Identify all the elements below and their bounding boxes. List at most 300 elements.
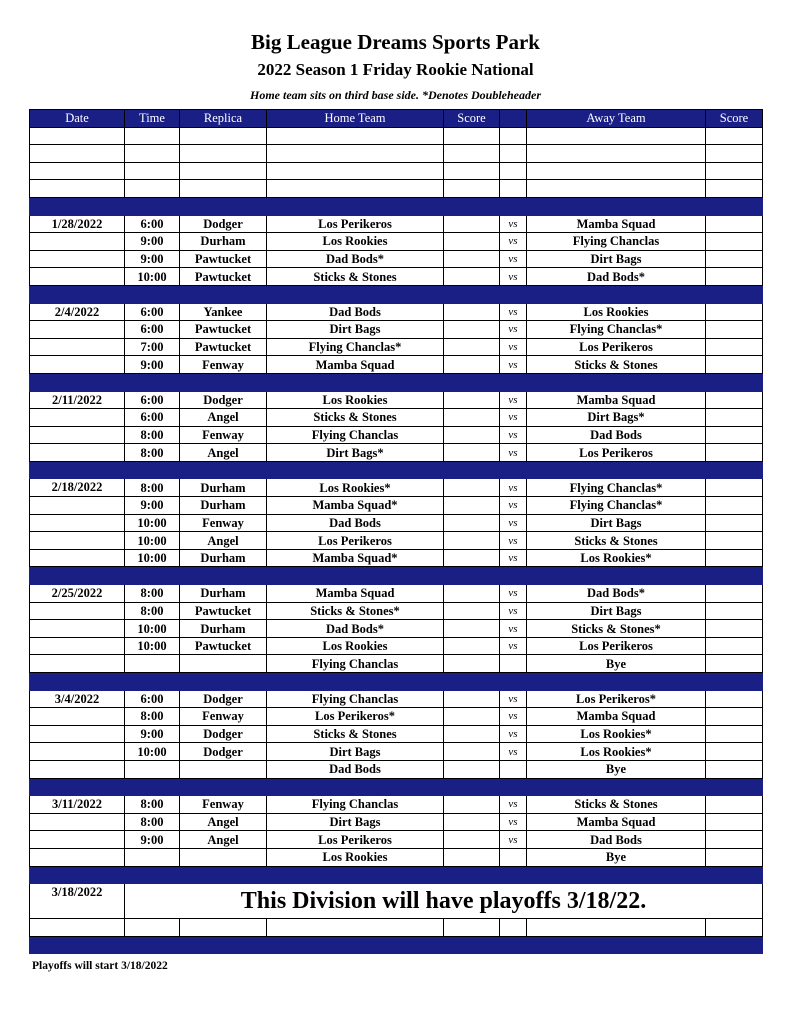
home-score-cell (444, 796, 500, 814)
table-row (30, 426, 763, 444)
empty-cell (527, 919, 706, 937)
home-score-cell (444, 532, 500, 550)
home-score-cell (444, 813, 500, 831)
away-score-cell (706, 620, 763, 638)
separator-row (30, 866, 763, 884)
date-cell (30, 356, 125, 374)
away-team-cell: Flying Chanclas* (527, 497, 706, 515)
away-score-cell (706, 655, 763, 673)
home-team-cell: Mamba Squad (267, 356, 444, 374)
header-note: Home team sits on third base side. *Denotes Doubleheader (250, 88, 541, 102)
time-cell: 8:00 (125, 708, 180, 726)
vs-cell: vs (500, 233, 527, 251)
vs-cell: vs (500, 831, 527, 849)
table-row (30, 479, 763, 497)
date-cell (30, 426, 125, 444)
empty-cell (500, 919, 527, 937)
empty-cell (500, 127, 527, 145)
vs-cell: vs (500, 637, 527, 655)
time-cell: 8:00 (125, 602, 180, 620)
time-cell: 7:00 (125, 338, 180, 356)
away-score-cell (706, 602, 763, 620)
empty-cell (267, 373, 444, 391)
table-row (30, 796, 763, 814)
date-cell: 2/18/2022 (30, 479, 125, 497)
empty-cell (706, 145, 763, 163)
empty-cell (125, 866, 180, 884)
away-team-cell: Dirt Bags (527, 602, 706, 620)
home-score-cell (444, 338, 500, 356)
date-cell (30, 620, 125, 638)
vs-cell (500, 655, 527, 673)
empty-cell (444, 373, 500, 391)
empty-cell (30, 461, 125, 479)
empty-cell (706, 673, 763, 691)
away-score-cell (706, 796, 763, 814)
away-score-cell (706, 585, 763, 603)
empty-cell (527, 180, 706, 198)
replica-cell: Angel (180, 532, 267, 550)
date-cell (30, 637, 125, 655)
vs-cell: vs (500, 725, 527, 743)
home-score-cell (444, 620, 500, 638)
away-score-cell (706, 479, 763, 497)
table-row (30, 620, 763, 638)
empty-cell (180, 373, 267, 391)
away-score-cell (706, 549, 763, 567)
home-score-cell (444, 356, 500, 374)
empty-cell (527, 461, 706, 479)
empty-row (30, 127, 763, 145)
separator-row (30, 373, 763, 391)
empty-cell (706, 461, 763, 479)
replica-cell (180, 848, 267, 866)
time-cell: 10:00 (125, 620, 180, 638)
date-cell: 3/11/2022 (30, 796, 125, 814)
home-score-cell (444, 637, 500, 655)
replica-cell (180, 655, 267, 673)
date-cell: 1/28/2022 (30, 215, 125, 233)
replica-cell: Angel (180, 831, 267, 849)
table-row (30, 532, 763, 550)
time-cell (125, 655, 180, 673)
empty-cell (267, 197, 444, 215)
replica-cell: Pawtucket (180, 250, 267, 268)
home-team-cell: Los Perikeros* (267, 708, 444, 726)
home-team-cell: Dad Bods* (267, 250, 444, 268)
home-team-cell: Dirt Bags (267, 743, 444, 761)
empty-cell (527, 936, 706, 954)
time-cell: 8:00 (125, 479, 180, 497)
date-cell: 2/25/2022 (30, 585, 125, 603)
empty-cell (125, 936, 180, 954)
empty-cell (527, 145, 706, 163)
away-score-cell (706, 233, 763, 251)
replica-cell: Pawtucket (180, 637, 267, 655)
page-title: Big League Dreams Sports Park (251, 30, 540, 54)
away-team-cell: Dirt Bags (527, 250, 706, 268)
table-row (30, 708, 763, 726)
home-team-cell: Flying Chanclas* (267, 338, 444, 356)
date-cell (30, 268, 125, 286)
away-score-cell (706, 708, 763, 726)
away-score-cell (706, 338, 763, 356)
vs-cell: vs (500, 444, 527, 462)
empty-cell (500, 866, 527, 884)
replica-cell: Fenway (180, 426, 267, 444)
away-team-cell: Los Perikeros (527, 637, 706, 655)
away-team-cell: Dad Bods* (527, 585, 706, 603)
away-team-cell: Bye (527, 848, 706, 866)
date-cell: 3/4/2022 (30, 690, 125, 708)
vs-cell: vs (500, 514, 527, 532)
table-row (30, 444, 763, 462)
time-cell: 9:00 (125, 250, 180, 268)
empty-cell (267, 866, 444, 884)
away-score-cell (706, 532, 763, 550)
empty-cell (125, 778, 180, 796)
time-cell: 10:00 (125, 268, 180, 286)
home-team-cell: Flying Chanclas (267, 796, 444, 814)
away-team-cell: Los Perikeros (527, 338, 706, 356)
empty-cell (527, 197, 706, 215)
home-team-cell: Flying Chanclas (267, 690, 444, 708)
table-row (30, 268, 763, 286)
date-cell (30, 532, 125, 550)
empty-cell (180, 778, 267, 796)
empty-cell (444, 197, 500, 215)
empty-cell (444, 180, 500, 198)
vs-cell: vs (500, 391, 527, 409)
empty-cell (500, 936, 527, 954)
page-subtitle: 2022 Season 1 Friday Rookie National (257, 60, 534, 79)
empty-cell (500, 285, 527, 303)
empty-cell (267, 127, 444, 145)
away-team-cell: Los Perikeros (527, 444, 706, 462)
home-score-cell (444, 444, 500, 462)
empty-cell (267, 285, 444, 303)
home-team-cell: Mamba Squad (267, 585, 444, 603)
home-score-cell (444, 655, 500, 673)
away-score-cell (706, 725, 763, 743)
empty-cell (527, 127, 706, 145)
table-row (30, 391, 763, 409)
date-cell (30, 444, 125, 462)
empty-row (30, 145, 763, 163)
footer-note: Playoffs will start 3/18/2022 (32, 960, 168, 972)
time-cell: 10:00 (125, 514, 180, 532)
table-row (30, 356, 763, 374)
home-score-cell (444, 743, 500, 761)
empty-cell (180, 866, 267, 884)
time-cell: 10:00 (125, 532, 180, 550)
vs-cell: vs (500, 549, 527, 567)
vs-cell: vs (500, 708, 527, 726)
date-cell (30, 514, 125, 532)
home-team-cell: Dad Bods (267, 303, 444, 321)
date-cell (30, 549, 125, 567)
empty-cell (180, 145, 267, 163)
empty-cell (706, 919, 763, 937)
home-team-cell: Los Perikeros (267, 215, 444, 233)
vs-cell: vs (500, 690, 527, 708)
table-row (30, 321, 763, 339)
vs-cell: vs (500, 409, 527, 427)
time-cell: 9:00 (125, 831, 180, 849)
vs-cell: vs (500, 215, 527, 233)
empty-cell (30, 145, 125, 163)
replica-cell: Angel (180, 813, 267, 831)
away-score-cell (706, 514, 763, 532)
home-team-cell: Mamba Squad* (267, 549, 444, 567)
home-score-cell (444, 708, 500, 726)
home-score-cell (444, 250, 500, 268)
empty-cell (444, 127, 500, 145)
time-cell: 9:00 (125, 497, 180, 515)
empty-cell (267, 567, 444, 585)
vs-cell: vs (500, 620, 527, 638)
empty-cell (706, 162, 763, 180)
date-cell (30, 233, 125, 251)
home-score-cell (444, 479, 500, 497)
empty-cell (267, 162, 444, 180)
table-row (30, 585, 763, 603)
playoffs-row (30, 884, 763, 919)
time-cell: 10:00 (125, 743, 180, 761)
away-score-cell (706, 743, 763, 761)
empty-cell (180, 180, 267, 198)
empty-cell (527, 673, 706, 691)
replica-cell: Yankee (180, 303, 267, 321)
home-score-cell (444, 391, 500, 409)
home-team-cell: Los Perikeros (267, 831, 444, 849)
home-team-cell: Los Perikeros (267, 532, 444, 550)
home-team-cell: Sticks & Stones (267, 409, 444, 427)
home-score-cell (444, 409, 500, 427)
replica-cell: Durham (180, 620, 267, 638)
away-score-cell (706, 637, 763, 655)
table-row (30, 338, 763, 356)
col-away-team: Away Team (527, 110, 706, 128)
col-home-score: Score (444, 110, 500, 128)
date-cell (30, 409, 125, 427)
date-cell (30, 338, 125, 356)
empty-cell (444, 778, 500, 796)
home-team-cell: Los Rookies (267, 848, 444, 866)
playoffs-message: This Division will have playoffs 3/18/22. (125, 884, 763, 919)
separator-row (30, 567, 763, 585)
time-cell: 8:00 (125, 426, 180, 444)
home-score-cell (444, 426, 500, 444)
table-row (30, 233, 763, 251)
empty-cell (500, 778, 527, 796)
away-team-cell: Sticks & Stones* (527, 620, 706, 638)
replica-cell: Durham (180, 549, 267, 567)
col-vs (500, 110, 527, 128)
replica-cell: Dodger (180, 215, 267, 233)
date-cell (30, 743, 125, 761)
vs-cell: vs (500, 303, 527, 321)
replica-cell: Pawtucket (180, 338, 267, 356)
replica-cell: Durham (180, 585, 267, 603)
empty-cell (444, 919, 500, 937)
time-cell (125, 848, 180, 866)
date-cell (30, 250, 125, 268)
home-score-cell (444, 760, 500, 778)
empty-cell (527, 866, 706, 884)
empty-cell (267, 673, 444, 691)
empty-cell (500, 162, 527, 180)
away-team-cell: Los Rookies* (527, 725, 706, 743)
schedule-table (29, 109, 763, 954)
home-team-cell: Dirt Bags (267, 813, 444, 831)
replica-cell: Durham (180, 479, 267, 497)
away-team-cell: Mamba Squad (527, 813, 706, 831)
away-score-cell (706, 391, 763, 409)
home-score-cell (444, 321, 500, 339)
home-score-cell (444, 549, 500, 567)
home-team-cell: Sticks & Stones (267, 725, 444, 743)
empty-cell (30, 373, 125, 391)
header-row (30, 110, 763, 128)
home-score-cell (444, 690, 500, 708)
home-team-cell: Mamba Squad* (267, 497, 444, 515)
empty-cell (30, 778, 125, 796)
time-cell: 8:00 (125, 444, 180, 462)
empty-cell (527, 373, 706, 391)
table-row (30, 848, 763, 866)
empty-cell (706, 567, 763, 585)
replica-cell: Dodger (180, 743, 267, 761)
table-row (30, 725, 763, 743)
empty-cell (125, 180, 180, 198)
empty-cell (444, 936, 500, 954)
time-cell: 9:00 (125, 356, 180, 374)
empty-cell (500, 461, 527, 479)
empty-cell (706, 197, 763, 215)
date-cell (30, 321, 125, 339)
separator-row (30, 778, 763, 796)
time-cell: 9:00 (125, 725, 180, 743)
date-cell (30, 760, 125, 778)
home-team-cell: Dirt Bags (267, 321, 444, 339)
home-score-cell (444, 215, 500, 233)
empty-cell (706, 373, 763, 391)
away-score-cell (706, 848, 763, 866)
empty-cell (706, 778, 763, 796)
vs-cell: vs (500, 268, 527, 286)
empty-cell (267, 145, 444, 163)
empty-cell (267, 778, 444, 796)
away-team-cell: Los Perikeros* (527, 690, 706, 708)
empty-row (30, 162, 763, 180)
home-score-cell (444, 268, 500, 286)
empty-cell (444, 673, 500, 691)
empty-cell (500, 373, 527, 391)
away-score-cell (706, 250, 763, 268)
empty-cell (125, 673, 180, 691)
empty-cell (30, 936, 125, 954)
away-score-cell (706, 497, 763, 515)
time-cell: 6:00 (125, 321, 180, 339)
away-score-cell (706, 268, 763, 286)
empty-row (30, 919, 763, 937)
empty-cell (125, 373, 180, 391)
empty-cell (125, 127, 180, 145)
replica-cell: Pawtucket (180, 268, 267, 286)
empty-cell (500, 180, 527, 198)
empty-cell (444, 145, 500, 163)
empty-cell (30, 673, 125, 691)
away-team-cell: Bye (527, 760, 706, 778)
date-cell (30, 655, 125, 673)
empty-cell (30, 180, 125, 198)
empty-cell (444, 866, 500, 884)
empty-cell (180, 285, 267, 303)
col-time: Time (125, 110, 180, 128)
date-cell (30, 708, 125, 726)
time-cell: 8:00 (125, 796, 180, 814)
time-cell: 6:00 (125, 303, 180, 321)
time-cell: 9:00 (125, 233, 180, 251)
empty-cell (267, 936, 444, 954)
vs-cell (500, 848, 527, 866)
away-score-cell (706, 831, 763, 849)
vs-cell: vs (500, 479, 527, 497)
home-team-cell: Flying Chanclas (267, 426, 444, 444)
playoffs-date-cell: 3/18/2022 (30, 884, 125, 919)
away-team-cell: Mamba Squad (527, 215, 706, 233)
home-team-cell: Los Rookies (267, 391, 444, 409)
empty-cell (30, 162, 125, 180)
empty-cell (444, 461, 500, 479)
col-home-team: Home Team (267, 110, 444, 128)
table-row (30, 514, 763, 532)
vs-cell: vs (500, 338, 527, 356)
vs-cell (500, 760, 527, 778)
empty-cell (267, 180, 444, 198)
table-row (30, 303, 763, 321)
separator-row (30, 461, 763, 479)
col-date: Date (30, 110, 125, 128)
home-team-cell: Dad Bods* (267, 620, 444, 638)
empty-cell (125, 162, 180, 180)
replica-cell: Dodger (180, 725, 267, 743)
home-score-cell (444, 602, 500, 620)
vs-cell: vs (500, 532, 527, 550)
away-team-cell: Los Rookies* (527, 549, 706, 567)
time-cell: 10:00 (125, 637, 180, 655)
away-team-cell: Dad Bods* (527, 268, 706, 286)
vs-cell: vs (500, 321, 527, 339)
time-cell: 6:00 (125, 215, 180, 233)
away-team-cell: Dirt Bags (527, 514, 706, 532)
col-replica: Replica (180, 110, 267, 128)
empty-cell (180, 567, 267, 585)
time-cell: 10:00 (125, 549, 180, 567)
replica-cell: Fenway (180, 356, 267, 374)
home-team-cell: Los Rookies* (267, 479, 444, 497)
replica-cell: Dodger (180, 391, 267, 409)
table-row (30, 602, 763, 620)
away-score-cell (706, 813, 763, 831)
table-row (30, 690, 763, 708)
home-team-cell: Dirt Bags* (267, 444, 444, 462)
replica-cell: Dodger (180, 690, 267, 708)
vs-cell: vs (500, 426, 527, 444)
empty-cell (180, 162, 267, 180)
empty-cell (527, 778, 706, 796)
